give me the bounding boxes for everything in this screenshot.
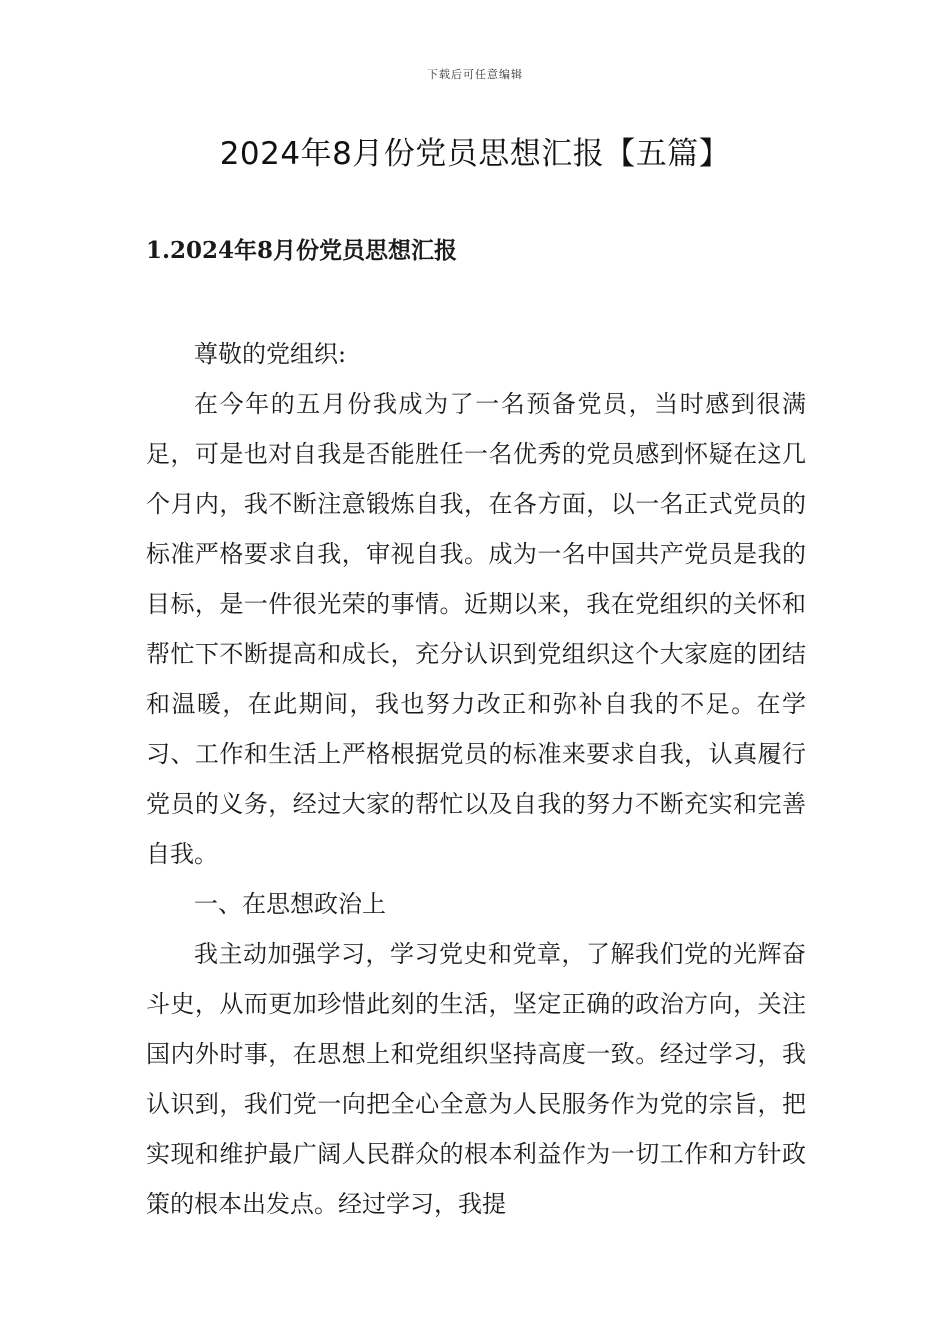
salutation: 尊敬的党组织:: [194, 340, 347, 368]
header-note: 下载后可任意编辑: [427, 68, 523, 81]
paragraph: 在今年的五月份我成为了一名预备党员，当时感到很满足，可是也对自我是否能胜任一名优秀的党员感到怀疑在这几个月内，我不断注意锻炼自我，在各方面，以一名正式党员的标准严格要求自我，审视自我。成为一名中国共产党员是我的目标，是一件很光荣的事情。近期以来，我在党组织的关怀和帮忙下不断提高和成长，充分认识到党组织这个大家庭的团结和温暖，在此期间，我也努力改正和弥补自我的不足。在学习、工作和生活上严格根据党员的标准来要求自我，认真履行党员的义务，经过大家的帮忙以及自我的努力不断充实和完善自我。: [146, 390, 806, 868]
document-title: 2024年8月份党员思想汇报【五篇】: [219, 136, 731, 172]
paragraph: 我主动加强学习，学习党史和党章，了解我们党的光辉奋斗史，从而更加珍惜此刻的生活，坚定正确的政治方向，关注国内外时事，在思想上和党组织坚持高度一致。经过学习，我认识到，我们党一向把全心全意为人民服务作为党的宗旨，把实现和维护最广阔人民群众的根本利益作为一切工作和方针政策的根本出发点。经过学习，我提: [146, 940, 806, 1218]
body-text: [146, 329, 806, 1229]
section-heading: 1.2024年8月份党员思想汇报: [146, 237, 458, 264]
subsection-heading: 一、在思想政治上: [194, 890, 386, 918]
